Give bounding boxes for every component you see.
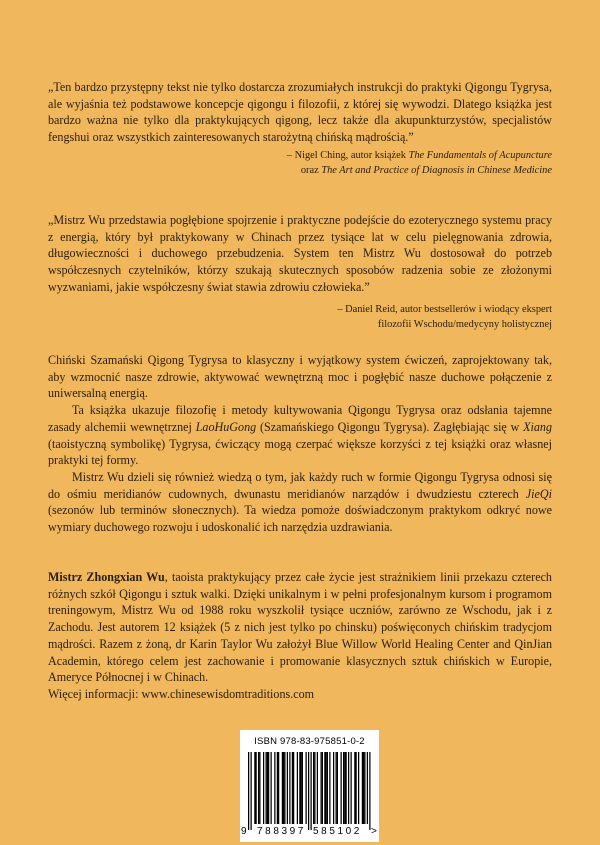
book-title: The Art and Practice of Diagnosis in Chinese Medicine — [321, 164, 552, 176]
barcode-bar — [344, 752, 345, 824]
barcode-bar — [333, 752, 334, 824]
barcode-bar — [321, 752, 322, 824]
description-paragraph: Mistrz Wu dzieli się również wiedzą o tym, jak każdy ruch w formie Qigongu Tygrysa odnosi się do ośmiu meridianów cudownych, dwunastu meridianów narządów i dwudziestu czterech JieQi (sezonów lub terminów słonecznych). Ta wiedza pomoże doświadczonym praktykom odkryć nowe wymiary duchowego rozwoju i udoskonalić ich narzędzia uzdrawiania. — [48, 469, 552, 535]
barcode-bar — [337, 752, 338, 824]
barcode-bar — [267, 752, 268, 824]
barcode-bar — [329, 752, 330, 824]
barcode-bar — [356, 752, 357, 824]
barcode-bar — [282, 752, 283, 824]
barcode-bar — [308, 752, 309, 830]
barcode-bar — [292, 752, 293, 824]
barcode-bar — [263, 752, 264, 824]
isbn-number: ISBN 978-83-975851-0-2 — [254, 736, 365, 747]
barcode-bar — [287, 752, 288, 824]
barcode-bar — [322, 752, 323, 824]
barcode-bar — [258, 752, 259, 824]
description-paragraph: Chiński Szamański Qigong Tygrysa to klasyczny i wyjątkowy system ćwiczeń, zaprojektowany tak, aby wzmocnić nasze zdrowie, aktywować wewnętrzną moc i pogłębić nasze duchowe połączenie z uniwersalną energią. — [48, 353, 552, 401]
barcode-bar — [274, 752, 275, 824]
barcode-quiet-mark: > — [371, 826, 377, 837]
barcode-bar — [289, 752, 290, 824]
quote-daniel-reid — [48, 212, 552, 332]
barcode-bar — [324, 752, 325, 824]
barcode-bar — [362, 752, 363, 824]
barcode-bar — [363, 752, 364, 824]
barcode-bar — [317, 752, 318, 824]
barcode-bar — [302, 752, 303, 824]
barcode-bars — [248, 752, 371, 830]
barcode-bar — [341, 752, 342, 824]
barcode-bar — [271, 752, 272, 824]
barcode-bar — [277, 752, 278, 824]
barcode-bar — [369, 752, 370, 830]
barcode-bar — [278, 752, 279, 824]
quote-text: „Mistrz Wu przedstawia pogłębione spojrzenie i praktyczne podejście do ezoterycznego systemu pracy z energią, który był praktykowany w Chinach przez tysiące lat w celu pielęgnowania zdrowia, długowieczności i duchowego przebudzenia. System ten Mistrz Wu dostosował do potrzeb współczesnych czytelników, którzy szukają skutecznych sposobów radzenia sobie ze złożonymi wyzwaniami, jakie współczesny świat stawia zdrowiu człowieka.” — [48, 213, 552, 294]
barcode-bar — [354, 752, 355, 824]
barcode-bar — [313, 752, 314, 824]
barcode-bar — [346, 752, 347, 824]
barcode-bar — [367, 752, 368, 824]
barcode-bar — [293, 752, 294, 824]
barcode-digits-left: 788397 — [257, 826, 306, 837]
more-info-link: Więcej informacji: www.chinesewisdomtraditions.com — [48, 686, 315, 701]
barcode-bar — [343, 752, 344, 824]
barcode-digits-right: 585102 — [313, 826, 362, 837]
barcode-bar — [311, 752, 312, 830]
quote-attribution: – Nigel Ching, autor książek The Fundamentals of Acupuncture oraz The Art and Practice of Diagnosis in Chinese Medicine — [286, 149, 552, 176]
barcode-bar — [266, 752, 267, 824]
barcode-bar — [268, 752, 269, 824]
barcode-bar — [301, 752, 302, 824]
barcode-bar — [327, 752, 328, 824]
barcode-bar — [306, 752, 307, 824]
book-description — [48, 352, 552, 536]
quote-text: „Ten bardzo przystępny tekst nie tylko dostarcza zrozumiałych instrukcji do praktyki Qigongu Tygrysa, ale wyjaśnia też podstawowe koncepcje qigongu i filozofii, z której się wywodzi. Dlatego książka jest bardzo ważna nie tylko dla praktykujących qigong, lecz także dla akupunkturzystów, specjalistów fengshui oraz wszystkich zainteresowanych starożytną chińską mądrością.” — [48, 80, 552, 145]
author-bio — [48, 569, 552, 703]
barcode-bar — [364, 752, 365, 824]
barcode-bar — [358, 752, 359, 824]
barcode-bar — [299, 752, 300, 824]
quote-nigel-ching — [48, 79, 552, 178]
barcode-bar — [283, 752, 284, 824]
barcode-bar — [248, 752, 249, 830]
barcode-bar — [326, 752, 327, 824]
barcode-bar — [256, 752, 257, 824]
barcode-bar — [314, 752, 315, 824]
barcode-bar — [336, 752, 337, 824]
isbn-barcode — [240, 730, 379, 842]
barcode-bar — [251, 752, 252, 830]
barcode-bar — [254, 752, 255, 824]
barcode-bar — [259, 752, 260, 824]
author-name: Mistrz Zhongxian Wu — [48, 570, 165, 584]
barcode-bar — [351, 752, 352, 824]
barcode-bar — [297, 752, 298, 824]
barcode-digit-lead: 9 — [241, 826, 247, 837]
barcode-bar — [284, 752, 285, 824]
book-title: The Fundamentals of Acupuncture — [408, 149, 552, 161]
author-bio-text: , taoista praktykujący przez całe życie jest strażnikiem linii przekazu czterech różnych szkół Qigongu i sztuk walki. Dzięki unikalnym i w pełni profesjonalnym kursom i programom treningowym, Mistrz Wu od 1988 roku wyszkolił tysiące uczniów, zarówno ze Wschodu, jak i z Zachodu. Jest autorem 12 książek (5 z nich jest tylko po chinsku) poświęconych chińskim tradycjom mądrości. Razem z żoną, dr Karin Taylor Wu założył Blue Willow World Healing Center and QinJian Academin, którego celem jest zachowanie i promowanie klasycznych sztuk chińskich w Europie, Ameryce Północnej i w Chinach. — [48, 570, 552, 685]
barcode-bar — [348, 752, 349, 824]
description-paragraph: Ta książka ukazuje filozofię i metody kultywowania Qigongu Tygrysa oraz odsłania tajemne zasady alchemii wewnętrznej LaoHuGong (Szamańskiego Qigongu Tygrysa). Zagłębiając się w Xiang (taoistyczną symbolikę) Tygrysa, ćwiczący mogą czerpać większe korzyści z tej książki oraz własnej praktyki tej formy. — [48, 403, 552, 468]
quote-attribution: – Daniel Reid, autor bestsellerów i wiodący ekspert filozofii Wschodu/medycyny holistycznej — [337, 303, 552, 330]
